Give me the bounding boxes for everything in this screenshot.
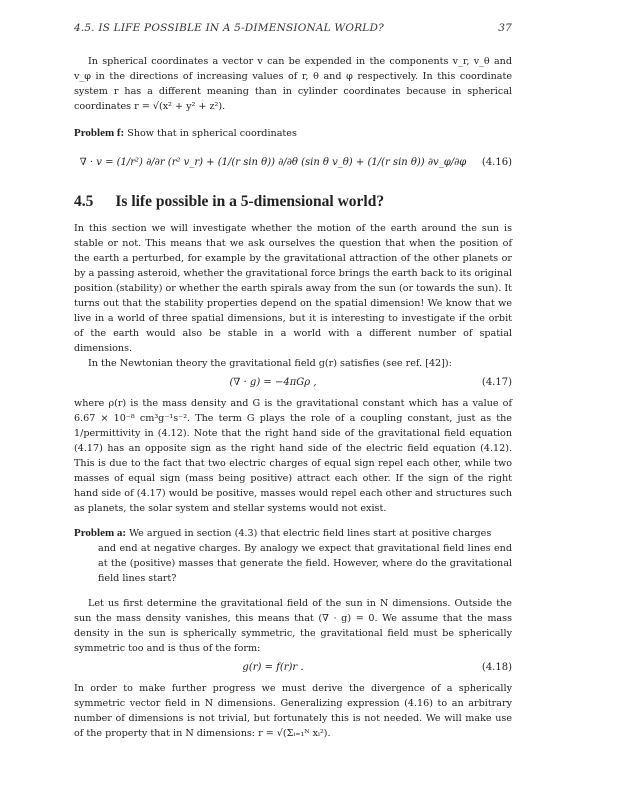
problem-f-text: Show that in spherical coordinates [127, 128, 297, 139]
equation-4-16-number: (4.16) [481, 156, 512, 168]
section-heading [74, 193, 512, 211]
paragraph-grav-field: Let us first determine the gravitational field of the sun in N dimensions. Outside the sun the mass density vanishes, this means that (∇ · g) = 0. We assume that the mass density in the sun is spherically symmetric, the gravitational field must be spherically symmetric too and is thus of the form: [74, 598, 512, 654]
page [74, 22, 512, 741]
problem-f-label: Problem f: [74, 127, 125, 139]
problem-a-text-rest: and end at negative charges. By analogy we expect that gravitational field lines end at the (positive) masses that generate the field. However, where do the gravitational field lines start? [98, 543, 512, 584]
problem-a-label: Problem a: [74, 527, 127, 539]
equation-4-17-number: (4.17) [481, 377, 512, 388]
equation-4-16-body: ∇ · v = (1/r²) ∂/∂r (r² v_r) + (1/(r sin θ)) ∂/∂θ (sin θ v_θ) + (1/(r sin θ)) ∂v_φ/∂φ [79, 156, 467, 168]
equation-4-18 [74, 662, 512, 673]
problem-a [74, 526, 512, 586]
page-number: 37 [498, 22, 512, 34]
running-head-title: 4.5. IS LIFE POSSIBLE IN A 5-DIMENSIONAL WORLD? [74, 22, 384, 34]
section-number: 4.5 [74, 193, 94, 210]
section-title: Is life possible in a 5-dimensional world? [115, 193, 385, 210]
problem-f [74, 126, 512, 141]
running-head [74, 22, 512, 34]
paragraph-newtonian: In the Newtonian theory the gravitational field g(r) satisfies (see ref. [42]): [88, 358, 452, 369]
problem-a-text-first: We argued in section (4.3) that electric field lines start at positive charges [129, 528, 492, 539]
equation-4-17 [74, 377, 512, 388]
paragraph-density: where ρ(r) is the mass density and G is the gravitational constant which has a value of 6.67 × 10⁻⁸ cm³g⁻¹s⁻². The term G plays the role of a coupling constant, just as the 1/permittivity in (4.12). Note that the right hand side of the gravitational field equation (4.17) has an opposite sign as the right hand side of the electric field equation (4.12). This is due to the fact that two electric charges of equal sign repel each other, while two masses of equal sign (mass being positive) attract each other. If the sign of the right hand side of (4.17) would be positive, masses would repel each other and structures such as planets, the solar system and stellar systems would not exist. [74, 398, 512, 514]
paragraph-spherical-coordinates: In spherical coordinates a vector v can be expended in the components v_r, v_θ and v_φ in the directions of increasing values of r, θ and φ respectively. In this coordinate system r has a different meaning than in cylinder coordinates because in spherical coordinates r = √(x² + y² + z²). [74, 56, 512, 112]
equation-4-18-body: g(r) = f(r)r . [242, 662, 304, 673]
paragraph-intro: In this section we will investigate whether the motion of the earth around the sun is stable or not. This means that we ask ourselves the question that when the position of the earth a perturbed, for example by the gravitational attraction of the other planets or by a passing asteroid, whether the gravitational force brings the earth back to its original position (stability) or whether the earth spirals away from the sun (or towards the sun). It turns out that the stability properties depend on the spatial dimension! We know that we live in a world of three spatial dimensions, but it is interesting to investigate if the orbit of the earth would also be stable in a world with a different number of spatial dimensions. [74, 223, 512, 354]
paragraph-final: In order to make further progress we must derive the divergence of a spherically symmetric vector field in N dimensions. Generalizing expression (4.16) to an arbitrary number of dimensions is not trivial, but fortunately this is not needed. We will make use of the property that in N dimensions: r = √(Σᵢ₌₁ᴺ xᵢ²). [74, 683, 512, 739]
equation-4-16 [74, 147, 512, 177]
equation-4-17-body: (∇ · g) = −4πGρ , [229, 377, 317, 388]
equation-4-18-number: (4.18) [481, 662, 512, 673]
